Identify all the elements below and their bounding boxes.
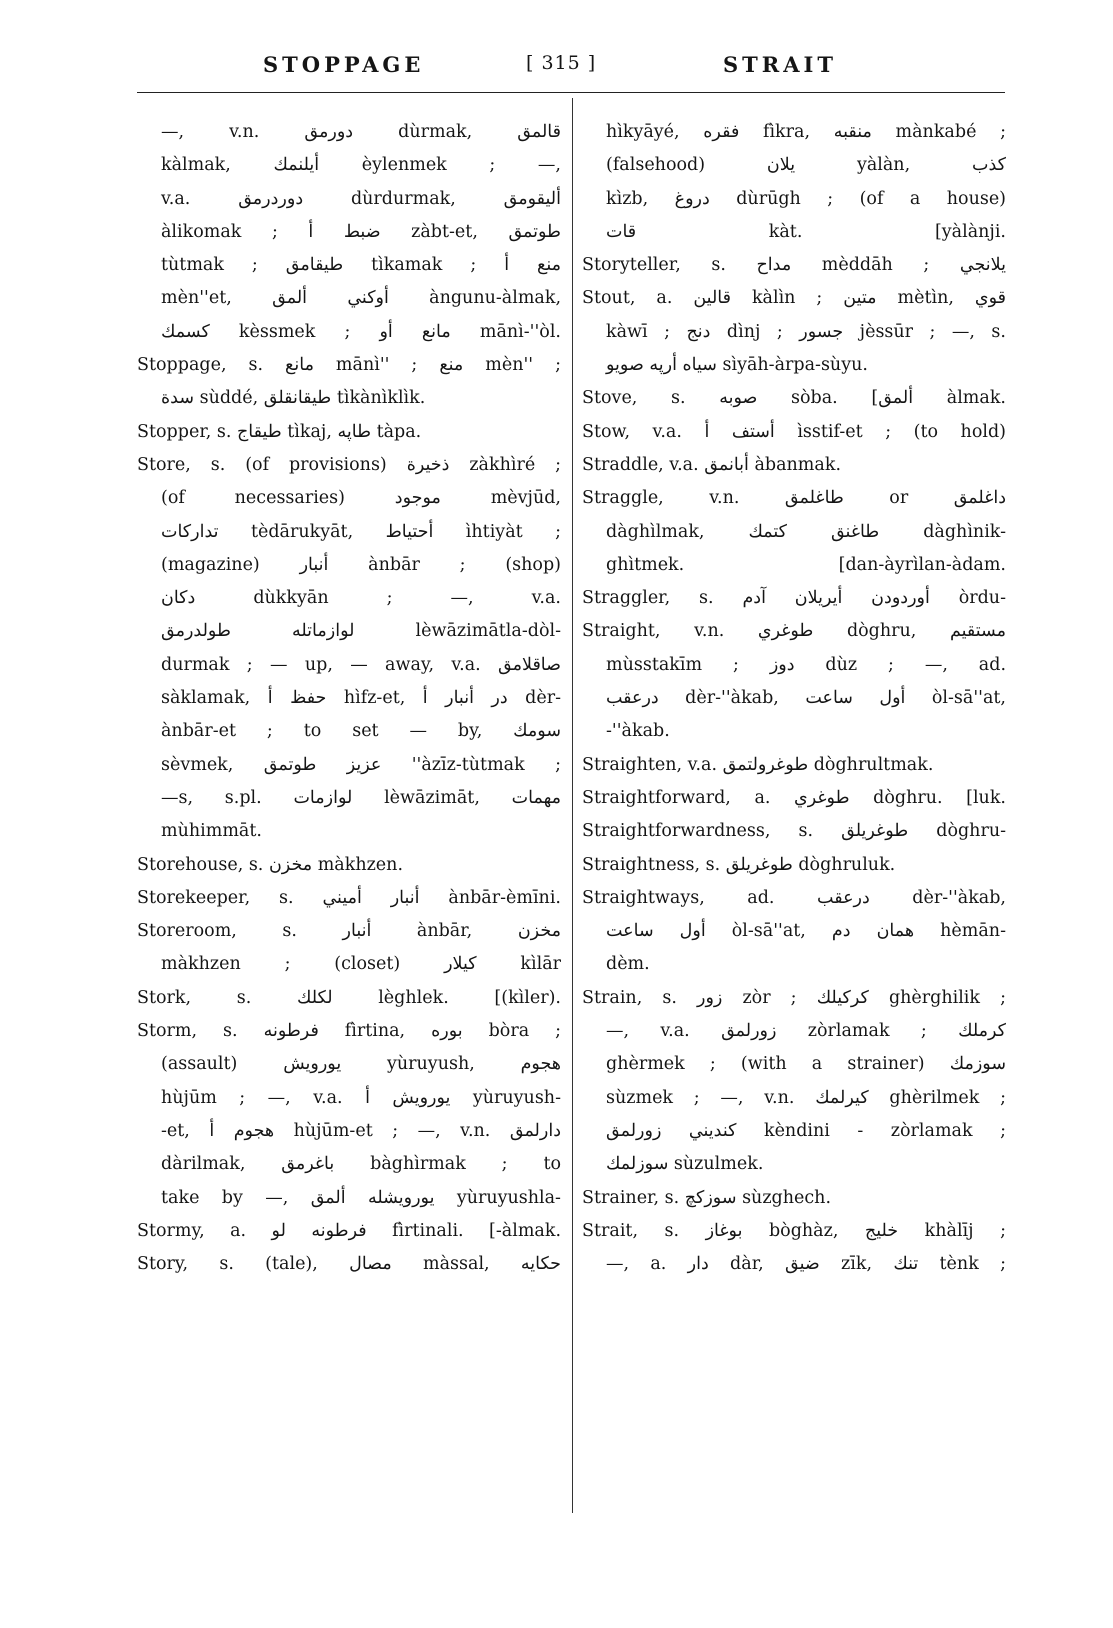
dictionary-line: Strain, s. زور zòr ; كركيلك ghèrghilik ;: [582, 987, 1006, 1008]
dictionary-line: tùtmak ; طيقامق tìkamak ; منع أ: [161, 255, 561, 276]
dictionary-line: Stow, v.a. أستف أ ìsstif-et ; (to hold): [582, 421, 1006, 442]
dictionary-line: kàwī ; دنج dìnj ; جسور jèssūr ; —, s.: [606, 321, 1006, 342]
dictionary-line: dàghìlmak, طاغنق كتمك dàghìnik-: [606, 521, 1006, 542]
dictionary-line: (magazine) أنبار ànbār ; (shop): [161, 554, 561, 575]
dictionary-line: Storyteller, s. مداح mèddāh ; يلانجي: [582, 255, 1006, 276]
dictionary-line: kìzb, دروغ dùrūgh ; (of a house): [606, 188, 1006, 209]
dictionary-line: màkhzen ; (closet) كيلار kìlār: [161, 954, 561, 975]
dictionary-line: Straightforward, a. طوغري dòghru. [luk.: [582, 787, 1006, 808]
dictionary-line: درعقب dèr-''àkab, أول ساعت òl-sā''at,: [606, 688, 1006, 709]
dictionary-line: Storekeeper, s. أنبار أميني ànbār-èmīni.: [137, 887, 561, 908]
header-rule: [137, 92, 1005, 93]
dictionary-line: —, a. دار dàr, ضيق zīk, تنك tènk ;: [606, 1254, 1006, 1275]
dictionary-line: —, v.n. دورمق dùrmak, قالمق: [161, 122, 561, 142]
dictionary-line: Storeroom, s. أنبار ànbār, مخزن: [137, 921, 561, 942]
dictionary-line: Stoppage, s. مانع mānì'' ; منع mèn'' ;: [137, 355, 561, 376]
dictionary-line: (of necessaries) موجود mèvjūd,: [161, 488, 561, 509]
page-header: [138, 52, 998, 82]
dictionary-line: ghèrmek ; (with a strainer) سوزمك: [606, 1054, 1006, 1075]
dictionary-line: hùjūm ; —, v.a. يورويش أ yùruyush-: [161, 1087, 561, 1108]
dictionary-line: dàrilmak, باغرمق bàghìrmak ; to: [161, 1154, 561, 1175]
dictionary-line: —, v.a. زورلمق zòrlamak ; كرملك: [606, 1021, 1006, 1042]
dictionary-line: ànbār-et ; to set — by, سومك: [161, 721, 561, 742]
dictionary-line: Stormy, a. فرطونه لو fìrtinali. [-àlmak.: [137, 1220, 561, 1241]
dictionary-line: Straightforwardness, s. طوغريلق dòghru-: [582, 821, 1006, 842]
dictionary-line: Straight, v.n. طوغري dòghru, مستقيم: [582, 621, 1006, 642]
dictionary-line: durmak ; — up, — away, v.a. صاقلامق: [161, 654, 561, 675]
dictionary-line: sèvmek, عزيز طوتمق ''àzīz-tùtmak ;: [161, 754, 561, 775]
dictionary-line: -''àkab.: [606, 721, 670, 742]
dictionary-line: (assault) يورويش yùruyush, هجوم: [161, 1054, 561, 1075]
dictionary-line: Straightness, s. طوغريلق dòghruluk.: [582, 854, 896, 875]
dictionary-line: (falsehood) يلان yàlàn, كذب: [606, 155, 1006, 176]
dictionary-line: v.a. دوردرمق dùrdurmak, أليقومق: [161, 188, 561, 209]
dictionary-line: سدة sùddé, طيقانقلق tìkànìklìk.: [161, 388, 426, 409]
dictionary-line: ghìtmek. [dan-àyrìlan-àdam.: [606, 554, 1006, 575]
dictionary-line: Straightways, ad. درعقب dèr-''àkab,: [582, 887, 1006, 908]
dictionary-line: Storm, s. فرطونه fìrtina, بوره bòra ;: [137, 1021, 561, 1042]
left-column: [137, 116, 561, 1281]
dictionary-line: سوزلمك sùzulmek.: [606, 1154, 764, 1175]
dictionary-line: دكان dùkkyān ; —, v.a.: [161, 588, 561, 609]
dictionary-line: Story, s. (tale), مصال màssal, حكايه: [137, 1254, 561, 1275]
dictionary-line: sùzmek ; —, v.n. كيرلمك ghèrilmek ;: [606, 1087, 1006, 1108]
dictionary-line: Stove, s. صوبه sòba. [ألمق àlmak.: [582, 388, 1006, 409]
dictionary-line: Strainer, s. سوزكچ sùzghech.: [582, 1187, 832, 1208]
dictionary-line: Strait, s. بوغاز bòghàz, خليج khàlīj ;: [582, 1220, 1006, 1241]
dictionary-line: hìkyāyé, فقره fìkra, منقبه mànkabé ;: [606, 122, 1006, 142]
dictionary-line: كنديني زورلمق kèndini - zòrlamak ;: [606, 1120, 1006, 1141]
dictionary-line: لوازماتله طولدرمق lèwāzimātla-dòl-: [161, 621, 561, 642]
dictionary-line: Stout, a. قالين kàlìn ; متين mètìn, قوي: [582, 288, 1006, 309]
dictionary-line: mèn''et, أوكني ألمق àngunu-àlmak,: [161, 288, 561, 309]
dictionary-line: Straighten, v.a. طوغرولتمق dòghrultmak.: [582, 754, 934, 775]
dictionary-line: Storehouse, s. مخزن màkhzen.: [137, 854, 404, 875]
dictionary-line: —s, s.pl. لوازمات lèwāzimāt, مهمات: [161, 787, 561, 808]
dictionary-line: Straggler, s. أوردودن أيريلان آدم òrdu-: [582, 588, 1006, 609]
column-divider: [572, 98, 573, 1513]
dictionary-line: sàklamak, حفظ أ hìfz-et, در أنبار أ dèr-: [161, 688, 561, 709]
dictionary-line: àlikomak ; ضبط أ zàbt-et, طوتمق: [161, 221, 561, 242]
dictionary-line: تداركات tèdārukyāt, أحتياط ìhtiyàt ;: [161, 521, 561, 542]
right-guide-word: STRAIT: [723, 52, 837, 77]
dictionary-line: كسمك kèssmek ; مانع أو mānì-''òl.: [161, 321, 561, 342]
right-column: [582, 116, 1006, 1281]
dictionary-line: سياه أرپه صويو sìyāh-àrpa-sùyu.: [606, 355, 868, 376]
dictionary-line: Straggle, v.n. طاغلمق or داغلمق: [582, 488, 1006, 509]
dictionary-line: -et, هجوم أ hùjūm-et ; —, v.n. دارلمق: [161, 1120, 561, 1141]
dictionary-line: أول ساعت òl-sā''at, همان دم hèmān-: [606, 921, 1006, 942]
dictionary-line: mùsstakīm ; دوز dùz ; —, ad.: [606, 654, 1006, 675]
dictionary-line: kàlmak, أيلنمك èylenmek ; —,: [161, 155, 561, 176]
dictionary-line: قات kàt. [yàlànji.: [606, 221, 1006, 242]
dictionary-line: mùhimmāt.: [161, 821, 262, 842]
left-guide-word: STOPPAGE: [263, 52, 425, 77]
dictionary-line: Stork, s. لكلك lèghlek. [(kìler).: [137, 987, 561, 1008]
dictionary-line: dèm.: [606, 954, 650, 975]
dictionary-line: Straddle, v.a. أبانمق àbanmak.: [582, 454, 842, 475]
dictionary-line: Store, s. (of provisions) ذخيرة zàkhìré ;: [137, 454, 561, 475]
dictionary-line: take by —, يورويشله ألمق yùruyushla-: [161, 1187, 561, 1208]
page-number: [ 315 ]: [526, 52, 597, 74]
dictionary-line: Stopper, s. طيقاج tìkaj, طاپه tàpa.: [137, 421, 422, 442]
